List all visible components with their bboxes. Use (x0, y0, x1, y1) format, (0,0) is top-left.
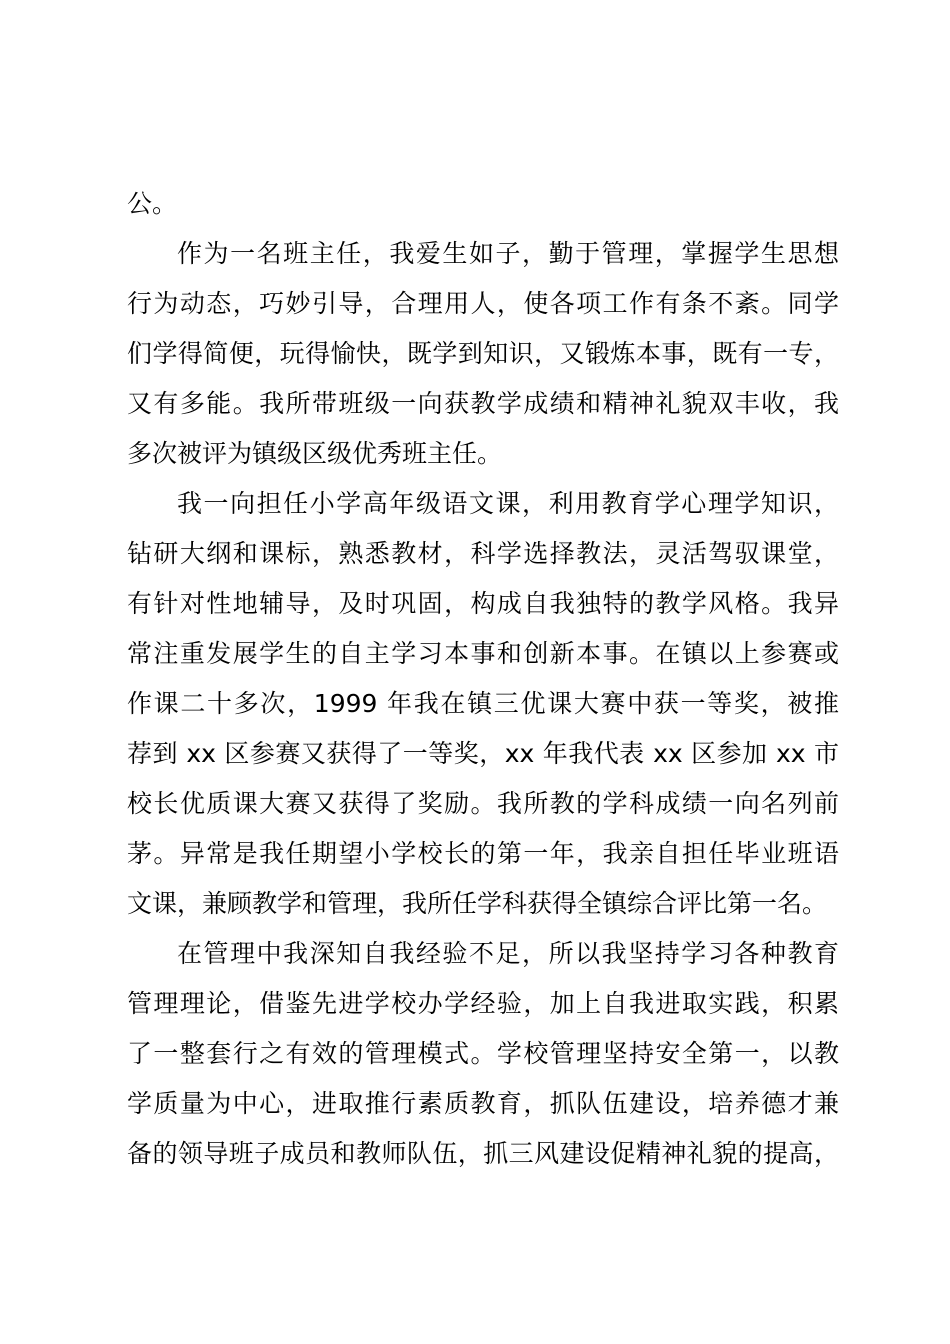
text-line: 有针对性地辅导，及时巩固，构成自我独特的教学风格。我异 (127, 589, 839, 618)
text-line: 在管理中我深知自我经验不足，所以我坚持学习各种教育 (177, 939, 839, 968)
text-line: 茅。异常是我任期望小学校长的第一年，我亲自担任毕业班语 (127, 839, 839, 868)
paragraph-1 (127, 179, 839, 229)
text-line: 备的领导班子成员和教师队伍，抓三风建设促精神礼貌的提高， (127, 1139, 839, 1168)
text-line: 文课，兼顾教学和管理，我所任学科获得全镇综合评比第一名。 (127, 889, 828, 918)
text-line: 常注重发展学生的自主学习本事和创新本事。在镇以上参赛或 (127, 639, 839, 668)
text-line: 了一整套行之有效的管理模式。学校管理坚持安全第一，以教 (127, 1039, 839, 1068)
text-line: 我一向担任小学高年级语文课，利用教育学心理学知识， (177, 489, 839, 518)
paragraph-2 (127, 229, 839, 479)
text-line: 校长优质课大赛又获得了奖励。我所教的学科成绩一向名列前 (127, 789, 839, 818)
paragraph-4 (127, 929, 839, 1179)
paragraph-3 (127, 479, 839, 929)
text-line: 们学得简便，玩得愉快，既学到知识，又锻炼本事，既有一专， (127, 339, 839, 368)
text-line: 学质量为中心，进取推行素质教育，抓队伍建设，培养德才兼 (127, 1089, 839, 1118)
text-line: 管理理论，借鉴先进学校办学经验，加上自我进取实践，积累 (127, 989, 839, 1018)
text-line: 作为一名班主任，我爱生如子，勤于管理，掌握学生思想 (177, 239, 839, 268)
text-line: 又有多能。我所带班级一向获教学成绩和精神礼貌双丰收，我 (127, 389, 839, 418)
text-line: 荐到 xx 区参赛又获得了一等奖，xx 年我代表 xx 区参加 xx 市 (127, 739, 839, 768)
text-line: 公。 (127, 189, 178, 218)
text-line: 多次被评为镇级区级优秀班主任。 (127, 439, 503, 468)
text-line: 作课二十多次，1999 年我在镇三优课大赛中获一等奖，被推 (127, 689, 839, 718)
body-text (127, 179, 839, 1179)
text-line: 钻研大纲和课标，熟悉教材，科学选择教法，灵活驾驭课堂， (127, 539, 839, 568)
text-line: 行为动态，巧妙引导，合理用人，使各项工作有条不紊。同学 (127, 289, 839, 318)
